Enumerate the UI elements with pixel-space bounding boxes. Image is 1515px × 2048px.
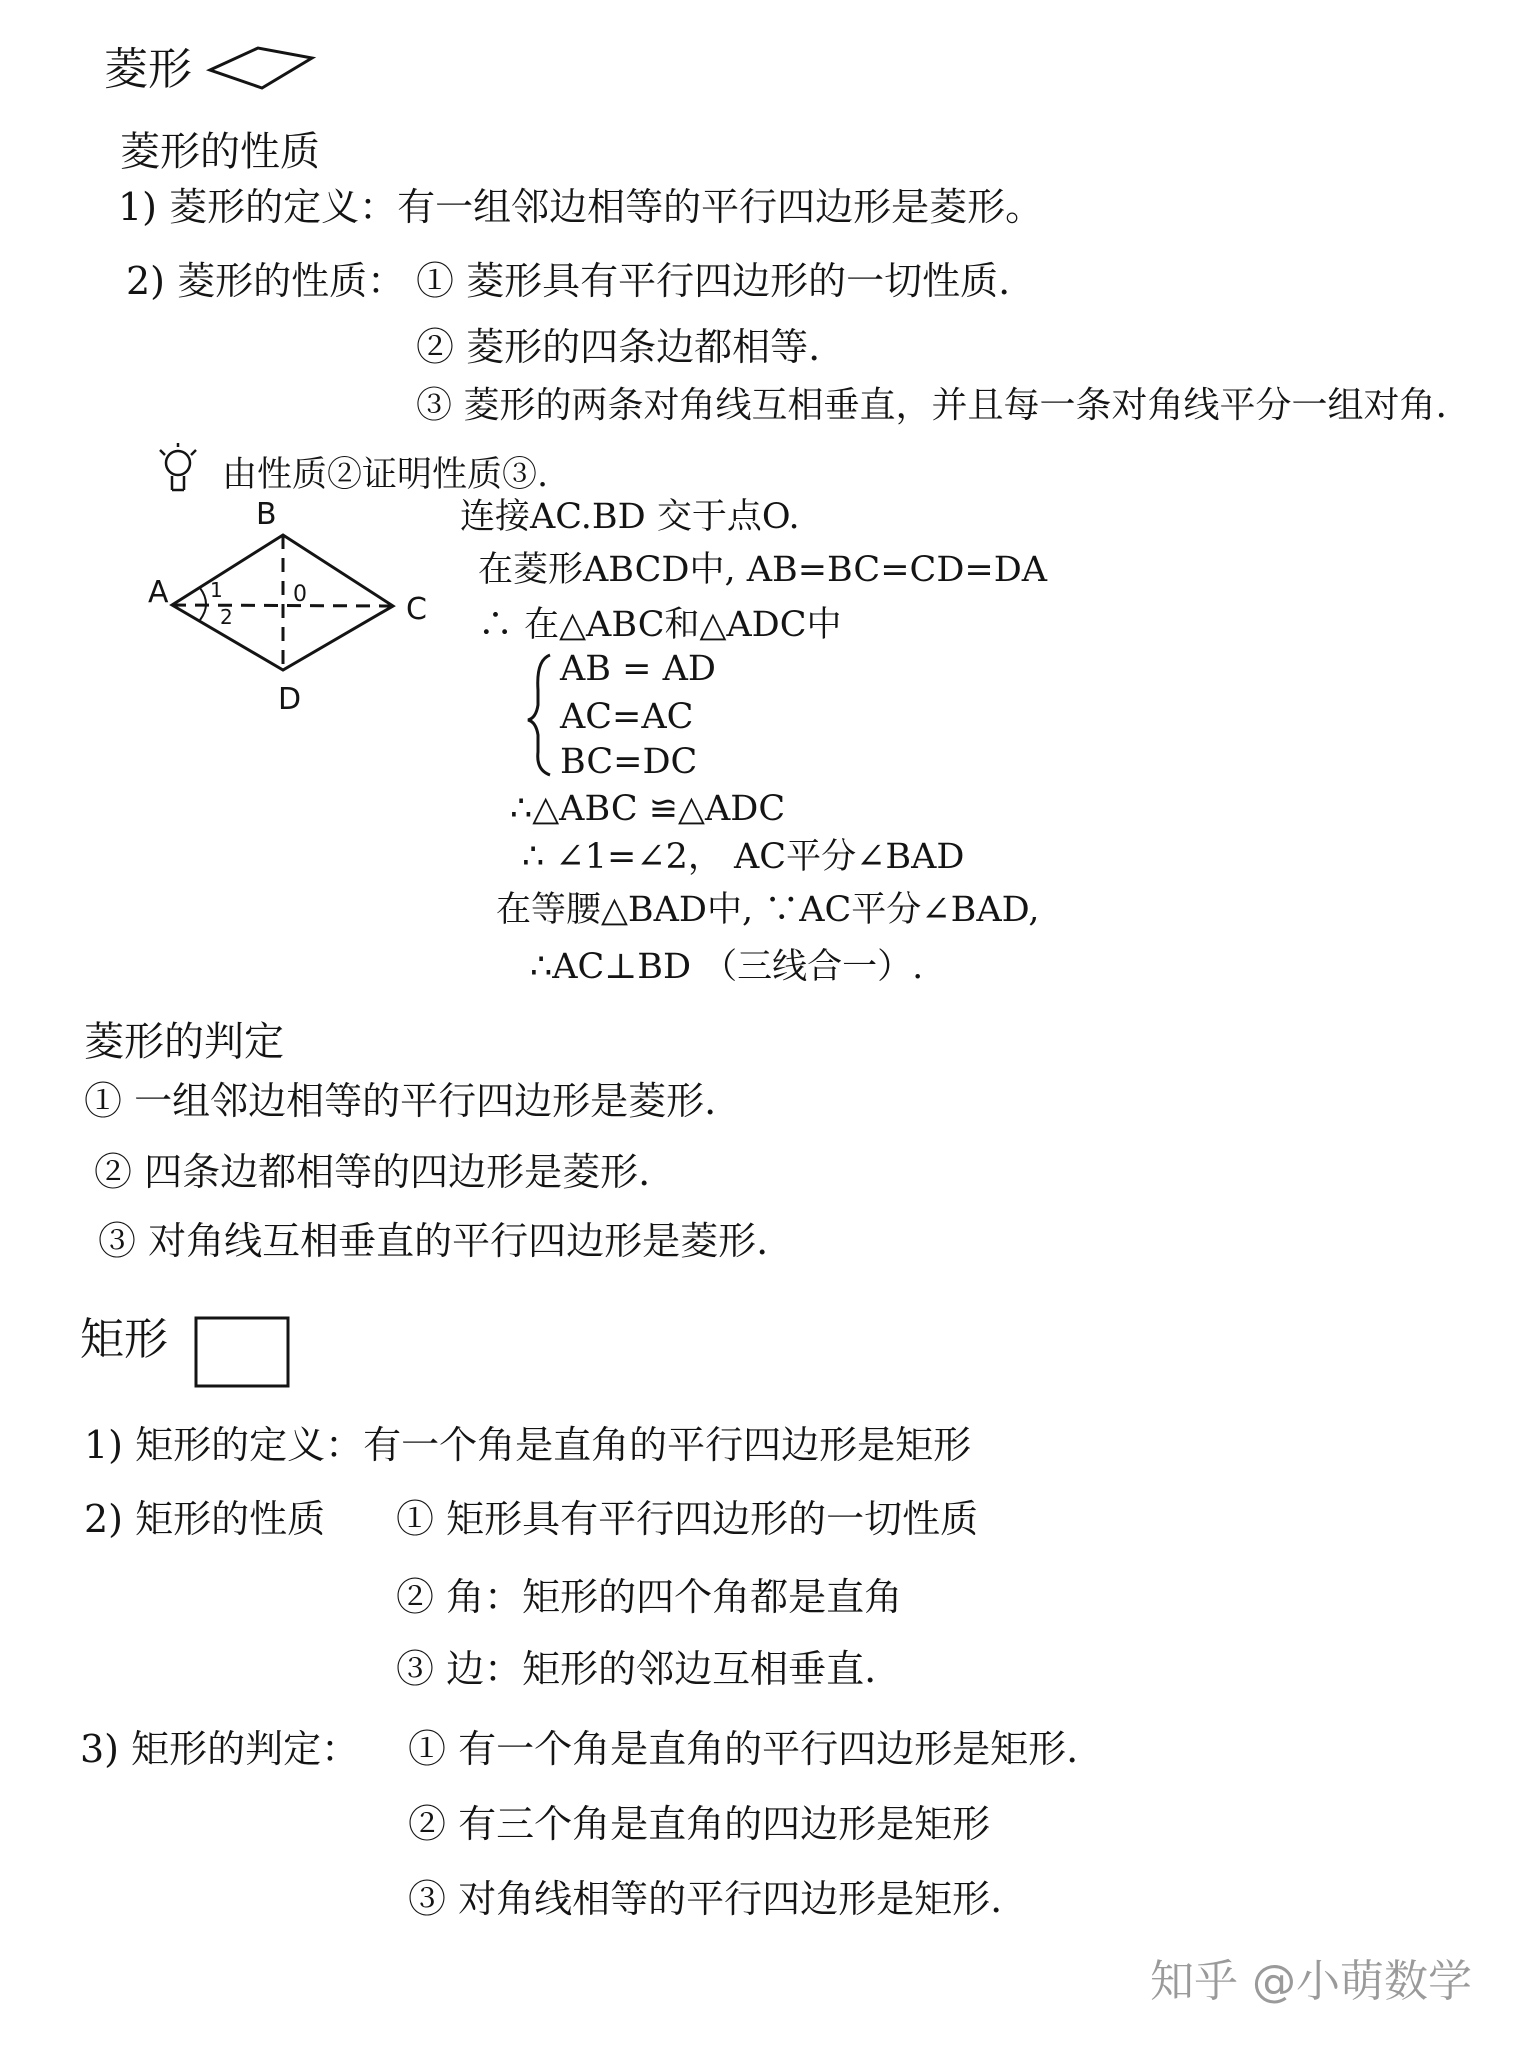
vertex-label-a: A — [148, 575, 169, 610]
rhombus-judgement-heading: 菱形的判定 — [84, 1019, 284, 1065]
rhombus-judgement-3: ③ 对角线互相垂直的平行四边形是菱形. — [98, 1219, 769, 1263]
rectangle-judgement-3: ③ 对角线相等的平行四边形是矩形. — [408, 1877, 1003, 1921]
proof-title: 由性质②证明性质③. — [222, 455, 549, 495]
rectangle-props-label: 2) 矩形的性质 — [84, 1497, 326, 1541]
rectangle-definition: 1) 矩形的定义：有一个角是直角的平行四边形是矩形 — [84, 1423, 972, 1467]
proof-line-1: 连接AC.BD 交于点O. — [460, 497, 800, 537]
proof-line-6: BC=DC — [560, 742, 698, 782]
proof-line-4: AB = AD — [560, 649, 716, 689]
proof-line-10: ∴AC⊥BD （三线合一）. — [530, 947, 924, 987]
rectangle-prop-3: ③ 边：矩形的邻边互相垂直. — [396, 1647, 877, 1691]
rhombus-diagram — [172, 535, 393, 670]
lightbulb-icon — [160, 443, 196, 490]
rectangle-judge-label: 3) 矩形的判定： — [80, 1727, 360, 1771]
proof-line-8: ∴ ∠1=∠2， AC平分∠BAD — [522, 837, 965, 877]
watermark: 知乎 @小萌数学 — [1150, 1956, 1472, 2007]
rhombus-sketch-icon — [210, 48, 312, 88]
proof-line-9: 在等腰△BAD中, ∵AC平分∠BAD, — [496, 890, 1040, 930]
center-label-o: 0 — [293, 582, 307, 607]
angle-label-2: 2 — [220, 605, 233, 629]
rectangle-prop-2: ② 角：矩形的四个角都是直角 — [396, 1575, 903, 1619]
rhombus-definition: 1) 菱形的定义：有一组邻边相等的平行四边形是菱形。 — [118, 185, 1044, 229]
rhombus-title: 菱形 — [104, 44, 192, 95]
rhombus-judgement-1: ① 一组邻边相等的平行四边形是菱形. — [84, 1079, 717, 1123]
proof-line-2: 在菱形ABCD中, AB=BC=CD=DA — [478, 550, 1048, 590]
brace — [528, 655, 550, 775]
angle-label-1: 1 — [210, 578, 223, 602]
rhombus-properties-heading: 菱形的性质 — [120, 129, 320, 175]
vertex-label-d: D — [278, 682, 302, 717]
rectangle-prop-1: ① 矩形具有平行四边形的一切性质 — [396, 1497, 979, 1541]
vertex-label-c: C — [406, 592, 427, 627]
rhombus-judgement-2: ② 四条边都相等的四边形是菱形. — [94, 1150, 651, 1194]
rectangle-judgement-2: ② 有三个角是直角的四边形是矩形 — [408, 1802, 991, 1846]
rectangle-title: 矩形 — [80, 1314, 168, 1365]
proof-line-7: ∴△ABC ≌△ADC — [510, 789, 786, 829]
rhombus-props-label: 2) 菱形的性质： — [126, 259, 406, 303]
proof-line-3: ∴ 在△ABC和△ADC中 — [478, 605, 842, 645]
rhombus-prop-2: ② 菱形的四条边都相等. — [416, 325, 821, 369]
vertex-label-b: B — [256, 497, 277, 532]
proof-line-5: AC=AC — [560, 697, 694, 737]
rectangle-sketch-icon — [196, 1318, 288, 1386]
rhombus-prop-1: ① 菱形具有平行四边形的一切性质. — [416, 259, 1011, 303]
rhombus-prop-3: ③ 菱形的两条对角线互相垂直，并且每一条对角线平分一组对角. — [416, 385, 1447, 426]
rectangle-judgement-1: ① 有一个角是直角的平行四边形是矩形. — [408, 1727, 1079, 1771]
